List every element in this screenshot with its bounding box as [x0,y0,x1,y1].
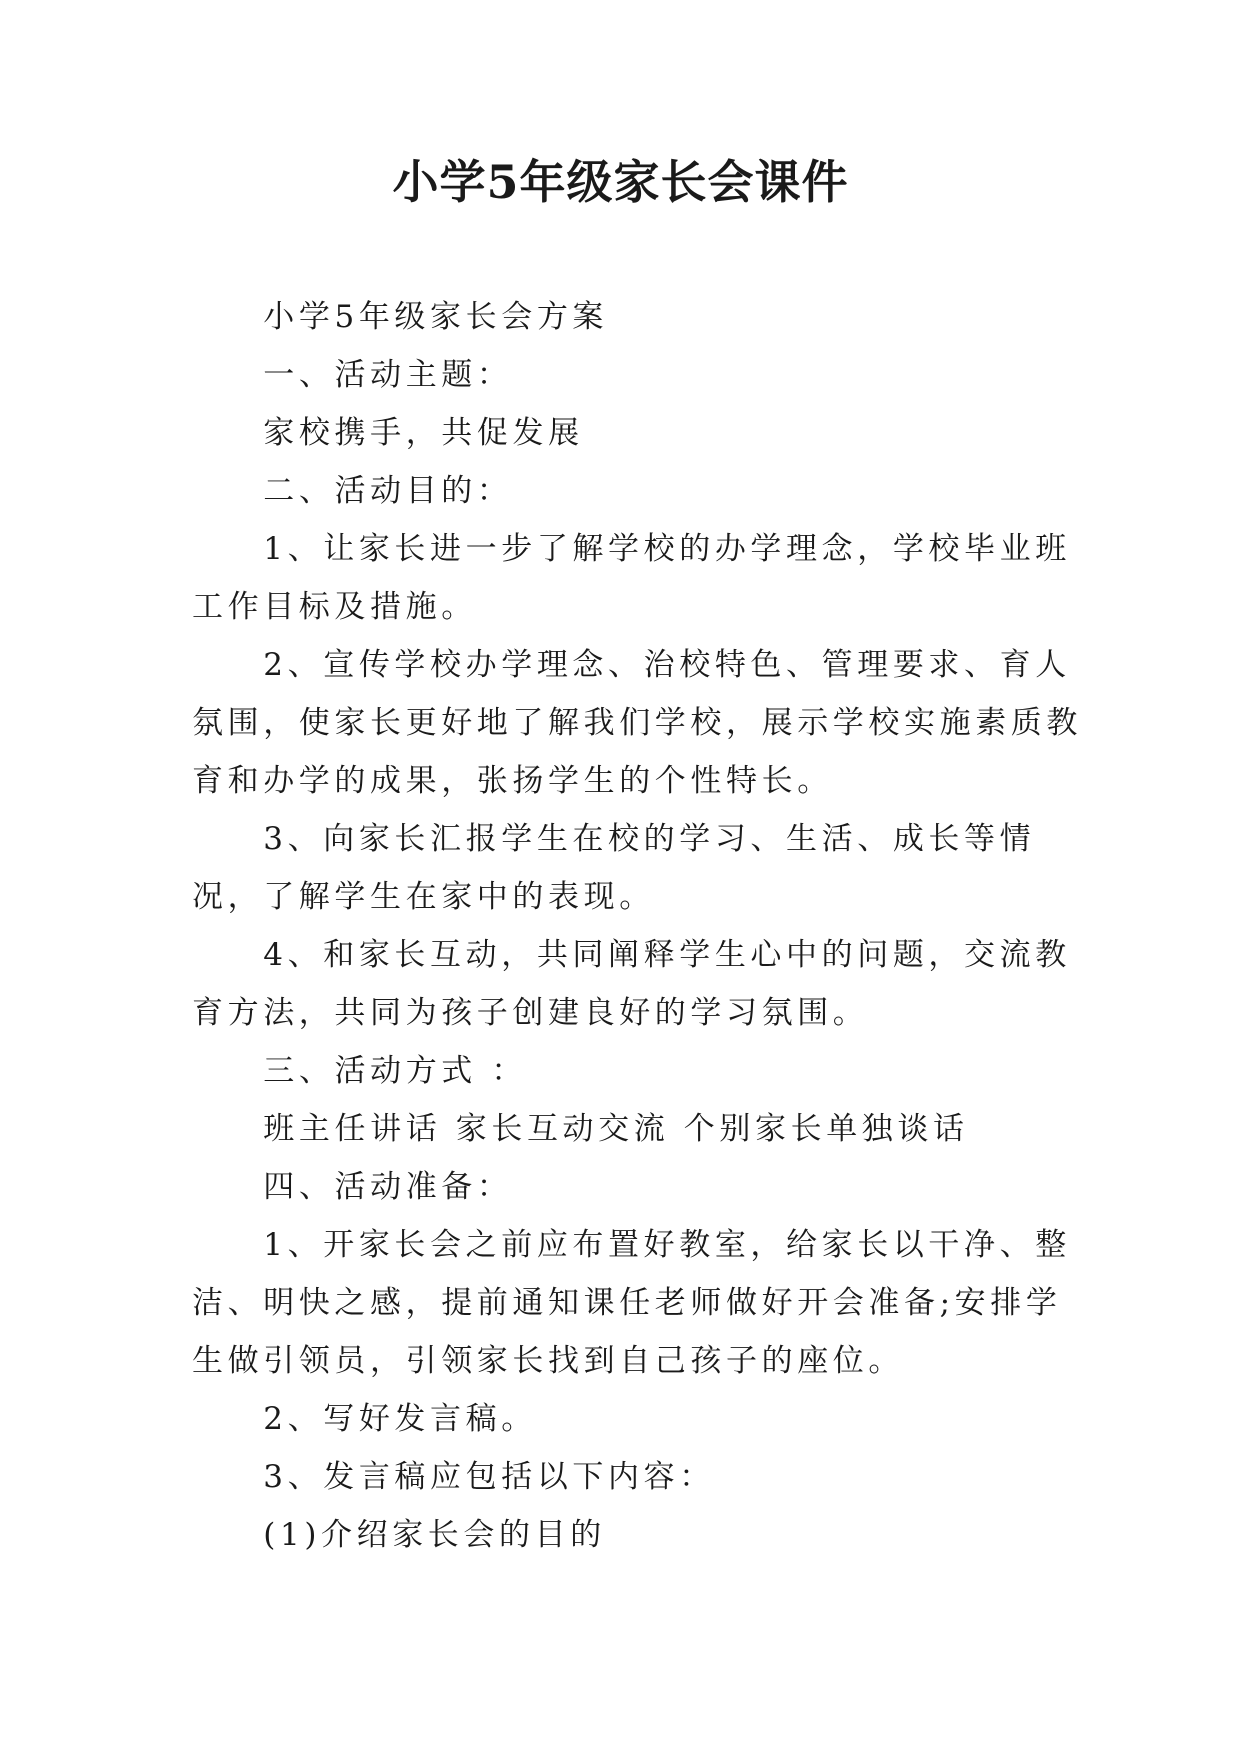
paragraph: 班主任讲话 家长互动交流 个别家长单独谈话 [263,1111,969,1147]
section-heading: 三、活动方式 ： [263,1053,527,1089]
list-item: 2、宣传学校办学理念、治校特色、管理要求、育人氛围，使家长更好地了解我们学校，展示学校实施素质教育和办学的成果，张扬学生的个性特长。 [192,647,1082,799]
list-item: 1、开家长会之前应布置好教室，给家长以干净、整洁、明快之感，提前通知课任老师做好开会准备;安排学生做引领员，引领家长找到自己孩子的座位。 [192,1227,1071,1379]
list-item: 3、向家长汇报学生在校的学习、生活、成长等情况，了解学生在家中的表现。 [192,821,1036,915]
document-body [192,288,1092,1564]
paragraph: 家校携手，共促发展 [263,415,584,451]
document-title: 小学5年级家长会课件 [392,155,849,209]
section-heading: 四、活动准备： [263,1169,513,1205]
list-item: (1)介绍家长会的目的 [263,1517,606,1553]
section-heading: 二、活动目的： [263,473,513,509]
list-item: 3、发言稿应包括以下内容： [263,1459,715,1495]
list-item: 2、写好发言稿。 [263,1401,537,1437]
list-item: 4、和家长互动，共同阐释学生心中的问题，交流教育方法，共同为孩子创建良好的学习氛围。 [192,937,1071,1031]
paragraph: 小学5年级家长会方案 [263,299,609,335]
list-item: 1、让家长进一步了解学校的办学理念，学校毕业班工作目标及措施。 [192,531,1071,625]
section-heading: 一、活动主题： [263,357,513,393]
